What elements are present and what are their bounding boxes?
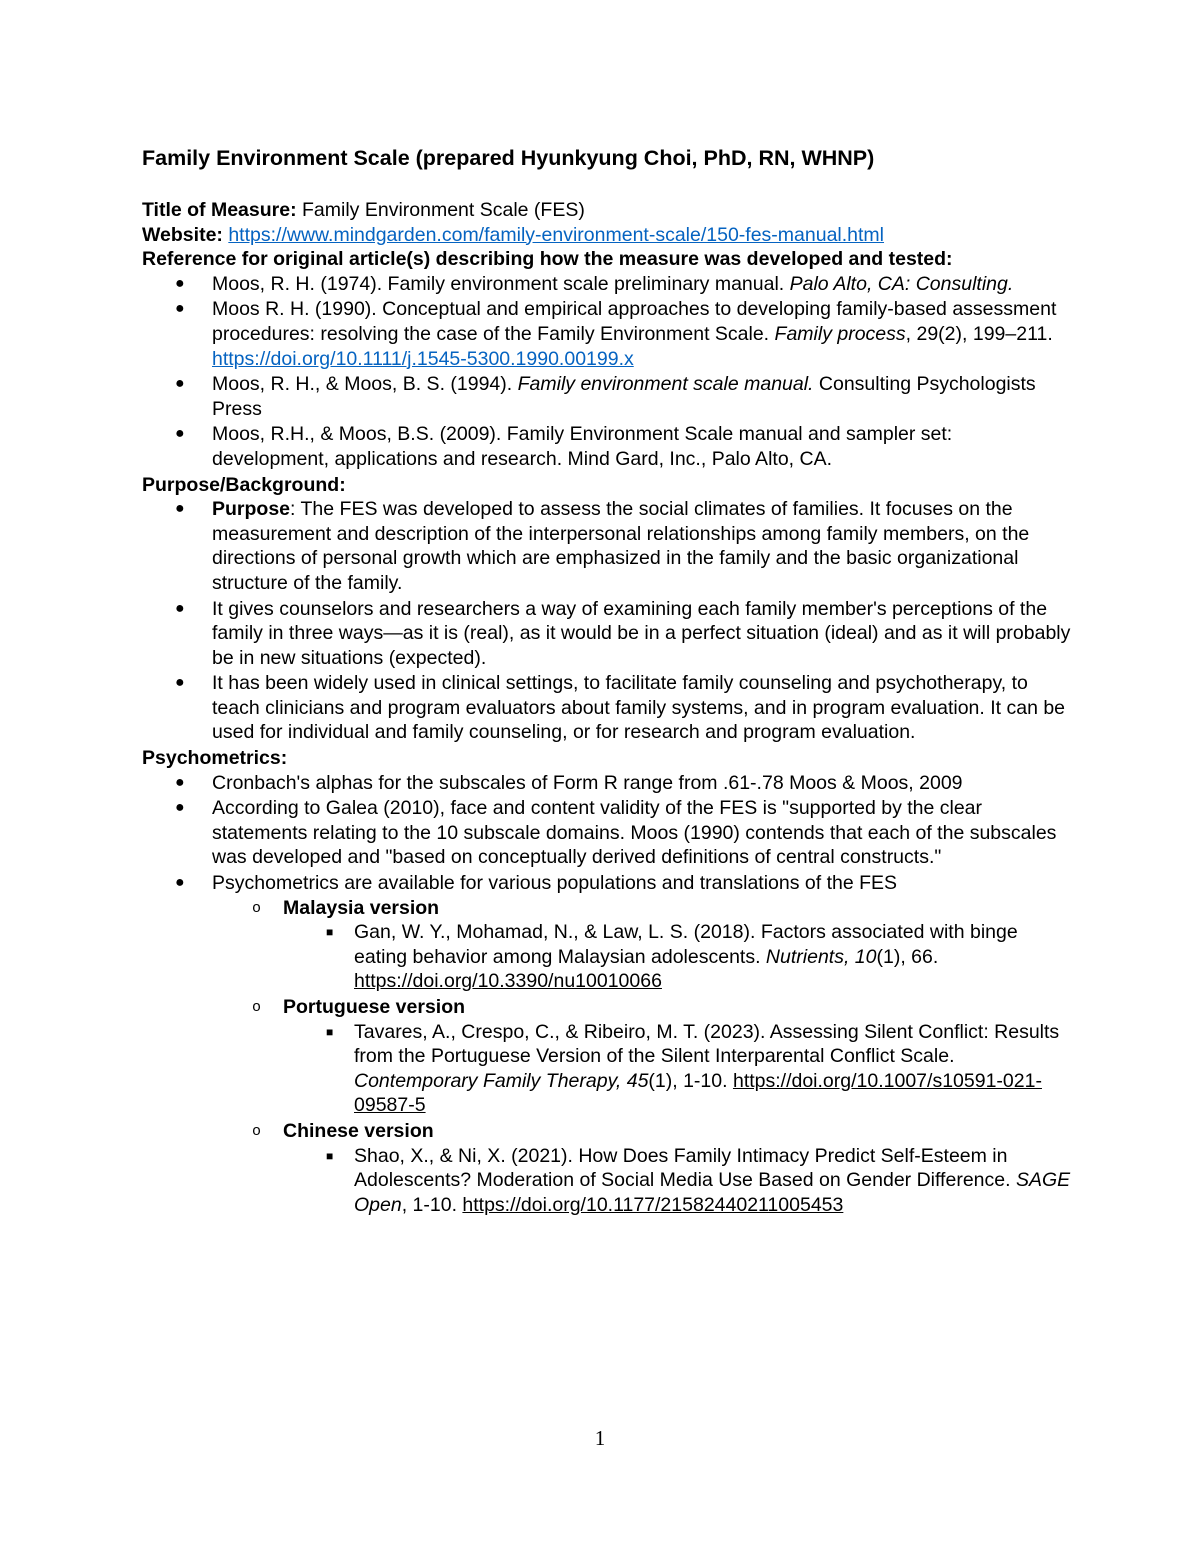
bullet-icon: ● <box>175 425 185 443</box>
square-bullet-icon: ■ <box>326 1148 334 1163</box>
reference-item <box>142 372 1072 421</box>
reference-italic: Family process <box>774 322 906 345</box>
reference-item <box>142 272 1072 297</box>
citation-doi-link[interactable]: https://doi.org/10.1177/21582440211005453 <box>462 1193 844 1216</box>
purpose-list <box>142 497 1072 745</box>
psychometrics-item <box>142 796 1072 870</box>
page-number: 1 <box>594 1426 606 1450</box>
reference-text: Moos, R. H., & Moos, B. S. (1994). <box>212 373 518 396</box>
purpose-item <box>142 671 1072 745</box>
version-citations <box>283 1020 1072 1118</box>
citation-text: (1), 1-10. <box>648 1069 733 1092</box>
psychometrics-item <box>142 871 1072 1217</box>
purpose-text: It has been widely used in clinical settings, to facilitate family counseling and psychotherapy, to teach clinicians and program evaluators about family systems, and in program evaluation. It can be used for individual and family counseling, or for research and program evaluation. <box>212 672 1066 744</box>
citation-italic: SAGE Open <box>354 1169 1071 1216</box>
purpose-item <box>142 597 1072 671</box>
purpose-text: : The FES was developed to assess the social climates of families. It focuses on the measurement and description of the interpersonal relationships among family members, on the directions of personal growth which are emphasized in the family and the basic organizational structure of the family. <box>212 498 1030 594</box>
psychometrics-text: Psychometrics are available for various populations and translations of the FES <box>212 872 898 895</box>
citation-item <box>142 1144 1072 1218</box>
website-link[interactable]: https://www.mindgarden.com/family-environment-scale/150-fes-manual.html <box>228 223 885 246</box>
document-body <box>142 144 1072 1218</box>
citation-item <box>142 1020 1072 1118</box>
page-title: Family Environment Scale (prepared Hyunkyung Choi, PhD, RN, WHNP) <box>142 146 875 170</box>
citation-text: Tavares, A., Crespo, C., & Ribeiro, M. T. (2023). Assessing Silent Conflict: Results from the Portuguese Version of the Silent Interparental Conflict Scale. <box>354 1020 1060 1068</box>
version-item-malaysia <box>142 896 1072 994</box>
version-label: Portuguese version <box>283 996 466 1018</box>
citation-italic: Contemporary Family Therapy, 45 <box>354 1069 649 1092</box>
citation-italic: Nutrients, 10 <box>765 945 877 968</box>
version-item-chinese <box>142 1119 1072 1217</box>
reference-italic: Palo Alto, CA: Consulting. <box>789 272 1014 295</box>
website-line <box>142 223 1072 248</box>
square-bullet-icon: ■ <box>326 1024 334 1039</box>
measure-value: Family Environment Scale (FES) <box>296 199 585 221</box>
purpose-heading: Purpose/Background: <box>142 473 346 496</box>
version-citations <box>283 920 1072 994</box>
citation-text: Shao, X., & Ni, X. (2021). How Does Family Intimacy Predict Self-Esteem in Adolescents? Moderation of Social Media Use Based on Gender Difference. <box>354 1144 1016 1192</box>
citation-doi-link[interactable]: https://doi.org/10.3390/nu10010066 <box>354 970 662 993</box>
references-heading: Reference for original article(s) describing how the measure was developed and tested: <box>142 248 953 271</box>
bullet-icon: ● <box>175 799 185 817</box>
citation-doi-link[interactable]: https://doi.org/10.1007/s10591-021-09587-5 <box>354 1069 1042 1117</box>
reference-item <box>142 297 1072 371</box>
reference-text: Moos, R. H. (1974). Family environment scale preliminary manual. <box>212 272 790 295</box>
citation-text: Gan, W. Y., Mohamad, N., & Law, L. S. (2018). Factors associated with binge eating behavior among Malaysian adolescents. <box>354 921 1018 968</box>
bullet-icon: ● <box>175 274 185 292</box>
reference-text: Consulting Psychologists Press <box>212 373 1036 420</box>
citation-text: , 1-10. <box>401 1193 463 1216</box>
reference-text: , 29(2), 199–211. <box>905 322 1053 345</box>
bullet-icon: ● <box>175 874 185 892</box>
version-label: Malaysia version <box>283 896 440 919</box>
bullet-icon: ● <box>175 773 185 791</box>
reference-italic: Family environment scale manual. <box>517 373 814 396</box>
citation-item <box>142 920 1072 994</box>
references-list <box>142 272 1072 472</box>
version-citations <box>283 1144 1072 1218</box>
measure-label: Title of Measure: <box>142 199 297 221</box>
psychometrics-item <box>142 771 1072 796</box>
bullet-icon: ● <box>175 599 185 617</box>
purpose-label: Purpose <box>212 498 291 521</box>
measure-line <box>142 198 1072 223</box>
version-item-portuguese <box>142 995 1072 1118</box>
reference-text: Moos R. H. (1990). Conceptual and empirical approaches to developing family-based assessment procedures: resolving the case of the Family Environment Scale. <box>212 298 1057 345</box>
psychometrics-heading: Psychometrics: <box>142 747 288 770</box>
bullet-icon: ● <box>175 375 185 393</box>
psychometrics-text: Cronbach's alphas for the subscales of Form R range from .61-.78 Moos & Moos, 2009 <box>212 771 963 794</box>
circle-bullet-icon: o <box>252 1122 262 1140</box>
bullet-icon: ● <box>175 674 185 692</box>
bullet-icon: ● <box>175 300 185 318</box>
psychometrics-text: According to Galea (2010), face and content validity of the FES is "supported by the clear statements relating to the 10 subscale domains. Moos (1990) contends that each of the subscales was developed and "based on conceptually derived definitions of central constructs." <box>212 797 1057 869</box>
website-label: Website: <box>142 223 223 246</box>
versions-list <box>212 896 1072 1218</box>
psychometrics-list <box>142 771 1072 1218</box>
version-label: Chinese version <box>283 1119 434 1142</box>
citation-text: (1), 66. <box>876 945 939 968</box>
circle-bullet-icon: o <box>252 999 262 1016</box>
reference-text: Moos, R.H., & Moos, B.S. (2009). Family Environment Scale manual and sampler set: development, applications and research. Mind Gard, Inc., Palo Alto, CA. <box>212 423 953 470</box>
square-bullet-icon: ■ <box>326 925 334 940</box>
circle-bullet-icon: o <box>252 899 262 917</box>
reference-doi-link[interactable]: https://doi.org/10.1111/j.1545-5300.1990.00199.x <box>212 347 634 370</box>
purpose-item <box>142 497 1072 595</box>
bullet-icon: ● <box>175 500 185 518</box>
purpose-text: It gives counselors and researchers a way of examining each family member's perceptions of the family in three ways—as it is (real), as it would be in a perfect situation (ideal) and as it will probably be in new situations (expected). <box>212 597 1071 669</box>
reference-item <box>142 422 1072 471</box>
